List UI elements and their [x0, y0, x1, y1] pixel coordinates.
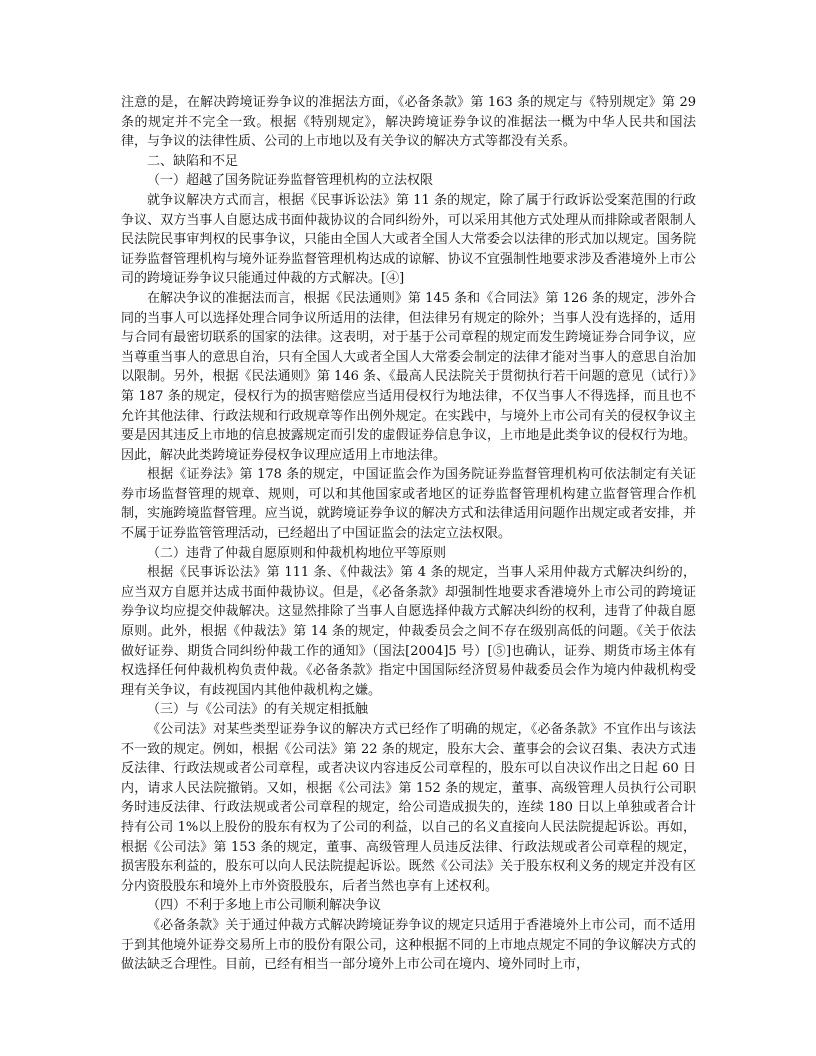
paragraph-arbitration: 根据《民事诉讼法》第 111 条、《仲裁法》第 4 条的规定，当事人采用仲裁方式解决纠纷的，应当双方自愿并达成书面仲裁协议。但是，《必备条款》却强制性地要求香港境外上市公司的跨境证券争议均应提交仲裁解决。这显然排除了当事人自愿选择仲裁方式解决纠纷的权利，违背了仲裁自愿原则。此外，根据《仲裁法》第 14 条的规定，仲裁委员会之间不存在级别高低的问题。《关于依法做好证券、期货合同纠纷仲裁工作的通知》（国法[2004]5 号）[⑤]也确认，证券、期货市场主体有权选择任何仲裁机构负责仲裁。《必备条款》指定中国国际经济贸易仲裁委员会作为境内仲裁机构受理有关争议，有歧视国内其他仲裁机构之嫌。: [121, 565, 696, 698]
subheading-arbitration-principles: （二）违背了仲裁自愿原则和仲裁机构地位平等原则: [147, 545, 447, 561]
paragraph-securities-law: 根据《证券法》第 178 条的规定，中国证监会作为国务院证券监督管理机构可依法制定有关证券市场监督管理的规章、规则，可以和其他国家或者地区的证券监督管理机构建立监督管理合作机制，实施跨境监督管理。应当说，就跨境证券争议的解决方式和法律适用问题作出规定或者安排，并不属于证券监管管理活动，已经超出了中国证监会的法定立法权限。: [121, 467, 696, 542]
subheading-multi-listing: （四）不利于多地上市公司顺利解决争议: [147, 898, 382, 914]
paragraph-dispute-resolution: 就争议解决方式而言，根据《民事诉讼法》第 11 条的规定，除了属于行政诉讼受案范围的行政争议、双方当事人自愿达成书面仲裁协议的合同纠纷外，可以采用其他方式处理从而排除或者限制人民法院民事审判权的民事争议，只能由全国人大或者全国人大常委会以法律的形式加以规定。国务院证券监督管理机构与境外证券监督管理机构达成的谅解、协议不宜强制性地要求涉及香港境外上市公司的跨境证券争议只能通过仲裁的方式解决。[④]: [121, 192, 696, 287]
paragraph-multi-listing: 《必备条款》关于通过仲裁方式解决跨境证券争议的规定只适用于香港境外上市公司，而不适用于到其他境外证券交易所上市的股份有限公司，这种根据不同的上市地点规定不同的争议解决方式的做法缺乏合理性。目前，已经有相当一部分境外上市公司在境内、境外同时上市，: [121, 917, 696, 973]
subheading-legislative-authority: （一）超越了国务院证券监督管理机构的立法权限: [147, 173, 434, 189]
document-body: [121, 93, 696, 975]
paragraph-company-law: 《公司法》对某些类型证券争议的解决方式已经作了明确的规定，《必备条款》不宜作出与该法不一致的规定。例如，根据《公司法》第 22 条的规定，股东大会、董事会的会议召集、表决方式违反法律、行政法规或者公司章程，或者决议内容违反公司章程的，股东可以自决议作出之日起 60 日内，请求人民法院撤销。又如，根据《公司法》第 152 条的规定，董事、高级管理人员执行公司职务时违反法律、行政法规或者公司章程的规定，给公司造成损失的，连续 180 日以上单独或者合计持有公司 1%以上股份的股东有权为了公司的利益，以自己的名义直接向人民法院提起诉讼。再如，根据《公司法》第 153 条的规定，董事、高级管理人员违反法律、行政法规或者公司章程的规定，损害股东利益的，股东可以向人民法院提起诉讼。既然《公司法》关于股东权利义务的规定并没有区分内资股股东和境外上市外资股股东，后者当然也享有上述权利。: [121, 722, 696, 894]
section-heading-defects: 二、缺陷和不足: [147, 153, 239, 169]
paragraph-intro: 注意的是，在解决跨境证券争议的准据法方面，《必备条款》第 163 条的规定与《特别规定》第 29 条的规定并不完全一致。根据《特别规定》，解决跨境证券争议的准据法一概为中华人民共和国法律，与争议的法律性质、公司的上市地以及有关争议的解决方式等都没有关系。: [121, 95, 696, 150]
subheading-company-law-conflict: （三）与《公司法》的有关规定相抵触: [147, 702, 369, 718]
paragraph-applicable-law: 在解决争议的准据法而言，根据《民法通则》第 145 条和《合同法》第 126 条的规定，涉外合同的当事人可以选择处理合同争议所适用的法律，但法律另有规定的除外；当事人没有选择的，适用与合同有最密切联系的国家的法律。这表明，对于基于公司章程的规定而发生跨境证券合同争议，应当尊重当事人的意思自治，只有全国人大或者全国人大常委会制定的法律才能对当事人的意思自治加以限制。另外，根据《民法通则》第 146 条、《最高人民法院关于贯彻执行若干问题的意见（试行）》第 187 条的规定，侵权行为的损害赔偿应当适用侵权行为地法律，不仅当事人不得选择，而且也不允许其他法律、行政法规和行政规章等作出例外规定。在实践中，与境外上市公司有关的侵权争议主要是因其违反上市地的信息披露规定而引发的虚假证券信息争议，上市地是此类争议的侵权行为地。因此，解决此类跨境证券侵权争议理应适用上市地法律。: [121, 290, 696, 463]
